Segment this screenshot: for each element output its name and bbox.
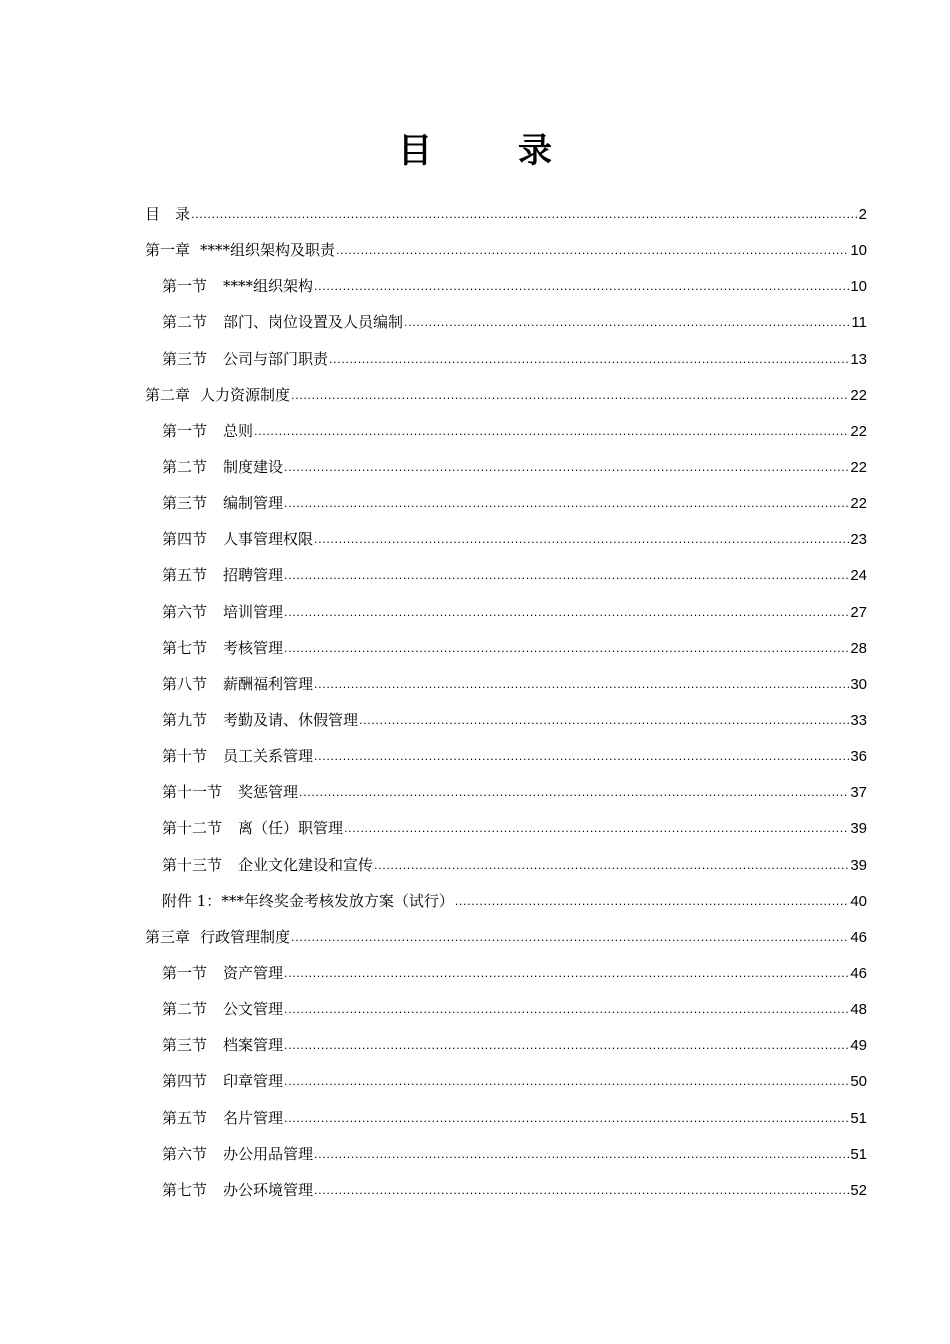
toc-entry-text: 培训管理	[223, 602, 284, 621]
toc-entry-number: 第四节	[162, 1072, 208, 1091]
toc-entry-label	[162, 449, 283, 485]
toc-entry-number: 第一节	[162, 963, 208, 982]
toc-entry-label	[162, 1027, 283, 1063]
toc-entry-label	[145, 232, 335, 268]
toc-leader-dots	[284, 1026, 849, 1064]
toc-entry-page-number: 23	[850, 531, 867, 549]
toc-entry[interactable]	[145, 1100, 867, 1136]
toc-leader-dots	[291, 376, 849, 414]
toc-leader-dots	[336, 231, 849, 269]
toc-entry[interactable]	[145, 232, 867, 268]
toc-entry-number: 第三节	[162, 349, 208, 368]
toc-entry[interactable]	[145, 919, 867, 955]
toc-entry-label	[162, 304, 403, 340]
toc-entry-label	[162, 774, 298, 810]
toc-entry-label	[145, 196, 190, 232]
toc-entry[interactable]	[145, 413, 867, 449]
toc-entry-label	[162, 738, 313, 774]
toc-entry-label	[162, 810, 343, 846]
toc-entry-text: 行政管理制度	[200, 927, 291, 946]
toc-entry-number: 第四节	[162, 530, 208, 549]
toc-entry-page-number: 24	[850, 567, 867, 585]
toc-entry[interactable]	[145, 847, 867, 883]
toc-leader-dots	[455, 882, 849, 920]
toc-leader-dots	[284, 593, 849, 631]
toc-entry-label	[162, 413, 253, 449]
toc-entry-label	[162, 1136, 313, 1172]
toc-entry[interactable]	[145, 1172, 867, 1208]
toc-entry[interactable]	[145, 630, 867, 666]
toc-entry-number: 附件 1：	[162, 891, 222, 910]
toc-entry-page-number: 49	[850, 1037, 867, 1055]
toc-entry[interactable]	[145, 1027, 867, 1063]
toc-entry-label	[162, 594, 283, 630]
toc-entry-number: 第十三节	[162, 855, 223, 874]
toc-entry-page-number: 11	[851, 314, 867, 332]
toc-leader-dots	[314, 1135, 849, 1173]
toc-entry-page-number: 50	[850, 1073, 867, 1091]
toc-entry[interactable]	[145, 485, 867, 521]
toc-entry-page-number: 10	[850, 242, 867, 260]
toc-entry-number: 第十一节	[162, 783, 223, 802]
toc-entry-text: 薪酬福利管理	[223, 674, 314, 693]
toc-entry[interactable]	[145, 738, 867, 774]
toc-entry-text: 编制管理	[223, 494, 284, 513]
toc-entry-text: 档案管理	[223, 1036, 284, 1055]
toc-entry[interactable]	[145, 449, 867, 485]
toc-entry-page-number: 33	[850, 711, 867, 729]
toc-leader-dots	[374, 846, 849, 884]
toc-entry-page-number: 22	[850, 458, 867, 476]
toc-leader-dots	[299, 773, 849, 811]
toc-entry-label	[145, 377, 290, 413]
toc-entry-number: 第三节	[162, 494, 208, 513]
toc-leader-dots	[314, 1171, 849, 1209]
toc-entry-page-number: 37	[850, 784, 867, 802]
toc-entry-page-number: 39	[850, 856, 867, 874]
toc-entry-text: 人事管理权限	[223, 530, 314, 549]
toc-entry-label	[145, 919, 290, 955]
toc-entry-text: 离（任）职管理	[238, 819, 344, 838]
toc-entry[interactable]	[145, 1063, 867, 1099]
toc-leader-dots	[359, 701, 849, 739]
toc-leader-dots	[284, 556, 849, 594]
toc-entry-text: 部门、岗位设置及人员编制	[223, 313, 404, 332]
toc-entry-number: 第二节	[162, 313, 208, 332]
toc-leader-dots	[284, 1062, 849, 1100]
toc-entry-page-number: 40	[850, 892, 867, 910]
toc-entry-number: 第二章	[145, 385, 191, 404]
toc-entry-text: 员工关系管理	[223, 747, 314, 766]
toc-entry-label	[162, 1063, 283, 1099]
toc-entry-label	[162, 702, 358, 738]
toc-entry[interactable]	[145, 666, 867, 702]
toc-entry-page-number: 10	[850, 278, 867, 296]
toc-entry-number: 第三章	[145, 927, 191, 946]
toc-entry-page-number: 46	[850, 964, 867, 982]
toc-entry[interactable]	[145, 774, 867, 810]
toc-entry-page-number: 46	[850, 928, 867, 946]
toc-entry-page-number: 22	[850, 422, 867, 440]
toc-entry-label	[162, 341, 328, 377]
toc-entry-text: 企业文化建设和宣传	[238, 855, 374, 874]
toc-leader-dots	[291, 918, 849, 956]
toc-entry-number: 第六节	[162, 602, 208, 621]
toc-leader-dots	[404, 303, 850, 341]
toc-entry[interactable]	[145, 883, 867, 919]
toc-entry-label	[162, 666, 313, 702]
toc-entry-number: 第一章	[145, 241, 191, 260]
toc-entry[interactable]	[145, 341, 867, 377]
toc-title: 目 录	[398, 131, 578, 171]
toc-entry[interactable]	[145, 304, 867, 340]
toc-entry-number: 第五节	[162, 566, 208, 585]
toc-leader-dots	[314, 520, 849, 558]
toc-entry-number: 第二节	[162, 1000, 208, 1019]
toc-leader-dots	[284, 629, 849, 667]
toc-entry-page-number: 13	[850, 350, 867, 368]
toc-list	[145, 196, 867, 1208]
toc-entry-number: 第七节	[162, 1180, 208, 1199]
toc-entry-text: 办公环境管理	[223, 1180, 314, 1199]
toc-entry-text: 总则	[223, 421, 254, 440]
toc-entry-text: 名片管理	[223, 1108, 284, 1127]
toc-entry-page-number: 2	[858, 206, 867, 223]
toc-entry-label	[162, 630, 283, 666]
toc-entry[interactable]	[145, 810, 867, 846]
toc-entry-text: 印章管理	[223, 1072, 284, 1091]
toc-entry-label	[162, 1100, 283, 1136]
toc-entry-page-number: 22	[850, 495, 867, 513]
toc-entry-text: 公司与部门职责	[223, 349, 329, 368]
toc-entry-number: 第三节	[162, 1036, 208, 1055]
toc-entry-label	[162, 883, 454, 919]
toc-entry-number: 第一节	[162, 277, 208, 296]
toc-entry-page-number: 52	[850, 1181, 867, 1199]
toc-entry-number: 第二节	[162, 457, 208, 476]
toc-entry-number: 第七节	[162, 638, 208, 657]
toc-leader-dots	[344, 809, 849, 847]
toc-entry-text: 资产管理	[223, 963, 284, 982]
toc-entry[interactable]	[145, 268, 867, 304]
toc-entry-page-number: 30	[850, 675, 867, 693]
toc-entry[interactable]	[145, 557, 867, 593]
toc-entry[interactable]	[145, 196, 867, 232]
toc-entry-page-number: 51	[850, 1145, 867, 1163]
toc-entry[interactable]	[145, 1136, 867, 1172]
toc-entry-text: 公文管理	[223, 1000, 284, 1019]
toc-entry[interactable]	[145, 594, 867, 630]
toc-entry-number: 第一节	[162, 421, 208, 440]
toc-entry-text: 办公用品管理	[223, 1144, 314, 1163]
toc-leader-dots	[191, 195, 858, 233]
toc-entry-number: 目 录	[145, 205, 191, 223]
toc-entry-text: ***年终奖金考核发放方案（试行）	[221, 891, 454, 910]
toc-entry-label	[162, 847, 373, 883]
toc-entry-text: ****组织架构及职责	[200, 241, 336, 260]
toc-entry[interactable]	[145, 991, 867, 1027]
toc-leader-dots	[284, 484, 849, 522]
toc-entry-page-number: 39	[850, 820, 867, 838]
toc-entry[interactable]	[145, 955, 867, 991]
toc-entry-text: 招聘管理	[223, 566, 284, 585]
toc-entry-page-number: 22	[850, 386, 867, 404]
toc-entry-number: 第九节	[162, 710, 208, 729]
toc-entry-label	[162, 1172, 313, 1208]
toc-leader-dots	[314, 665, 849, 703]
toc-entry-label	[162, 557, 283, 593]
toc-entry-number: 第五节	[162, 1108, 208, 1127]
toc-entry-label	[162, 955, 283, 991]
toc-leader-dots	[284, 954, 849, 992]
toc-entry[interactable]	[145, 377, 867, 413]
toc-entry-number: 第六节	[162, 1144, 208, 1163]
toc-leader-dots	[314, 737, 849, 775]
toc-entry-label	[162, 268, 313, 304]
toc-entry-text: 人力资源制度	[200, 385, 291, 404]
toc-entry[interactable]	[145, 702, 867, 738]
toc-entry[interactable]	[145, 521, 867, 557]
toc-entry-page-number: 48	[850, 1001, 867, 1019]
toc-entry-page-number: 28	[850, 639, 867, 657]
toc-entry-text: ****组织架构	[223, 277, 314, 296]
toc-entry-text: 制度建设	[223, 457, 284, 476]
toc-entry-page-number: 27	[850, 603, 867, 621]
toc-entry-label	[162, 485, 283, 521]
toc-entry-text: 考勤及请、休假管理	[223, 710, 359, 729]
toc-entry-number: 第十二节	[162, 819, 223, 838]
toc-entry-number: 第十节	[162, 747, 208, 766]
toc-entry-text: 考核管理	[223, 638, 284, 657]
toc-leader-dots	[284, 990, 849, 1028]
toc-leader-dots	[284, 448, 849, 486]
toc-entry-label	[162, 521, 313, 557]
toc-leader-dots	[314, 267, 849, 305]
toc-leader-dots	[329, 340, 849, 378]
toc-entry-page-number: 36	[850, 748, 867, 766]
toc-entry-number: 第八节	[162, 674, 208, 693]
toc-leader-dots	[284, 1099, 849, 1137]
toc-entry-text: 奖惩管理	[238, 783, 299, 802]
toc-entry-page-number: 51	[850, 1109, 867, 1127]
toc-leader-dots	[254, 412, 849, 450]
toc-entry-label	[162, 991, 283, 1027]
